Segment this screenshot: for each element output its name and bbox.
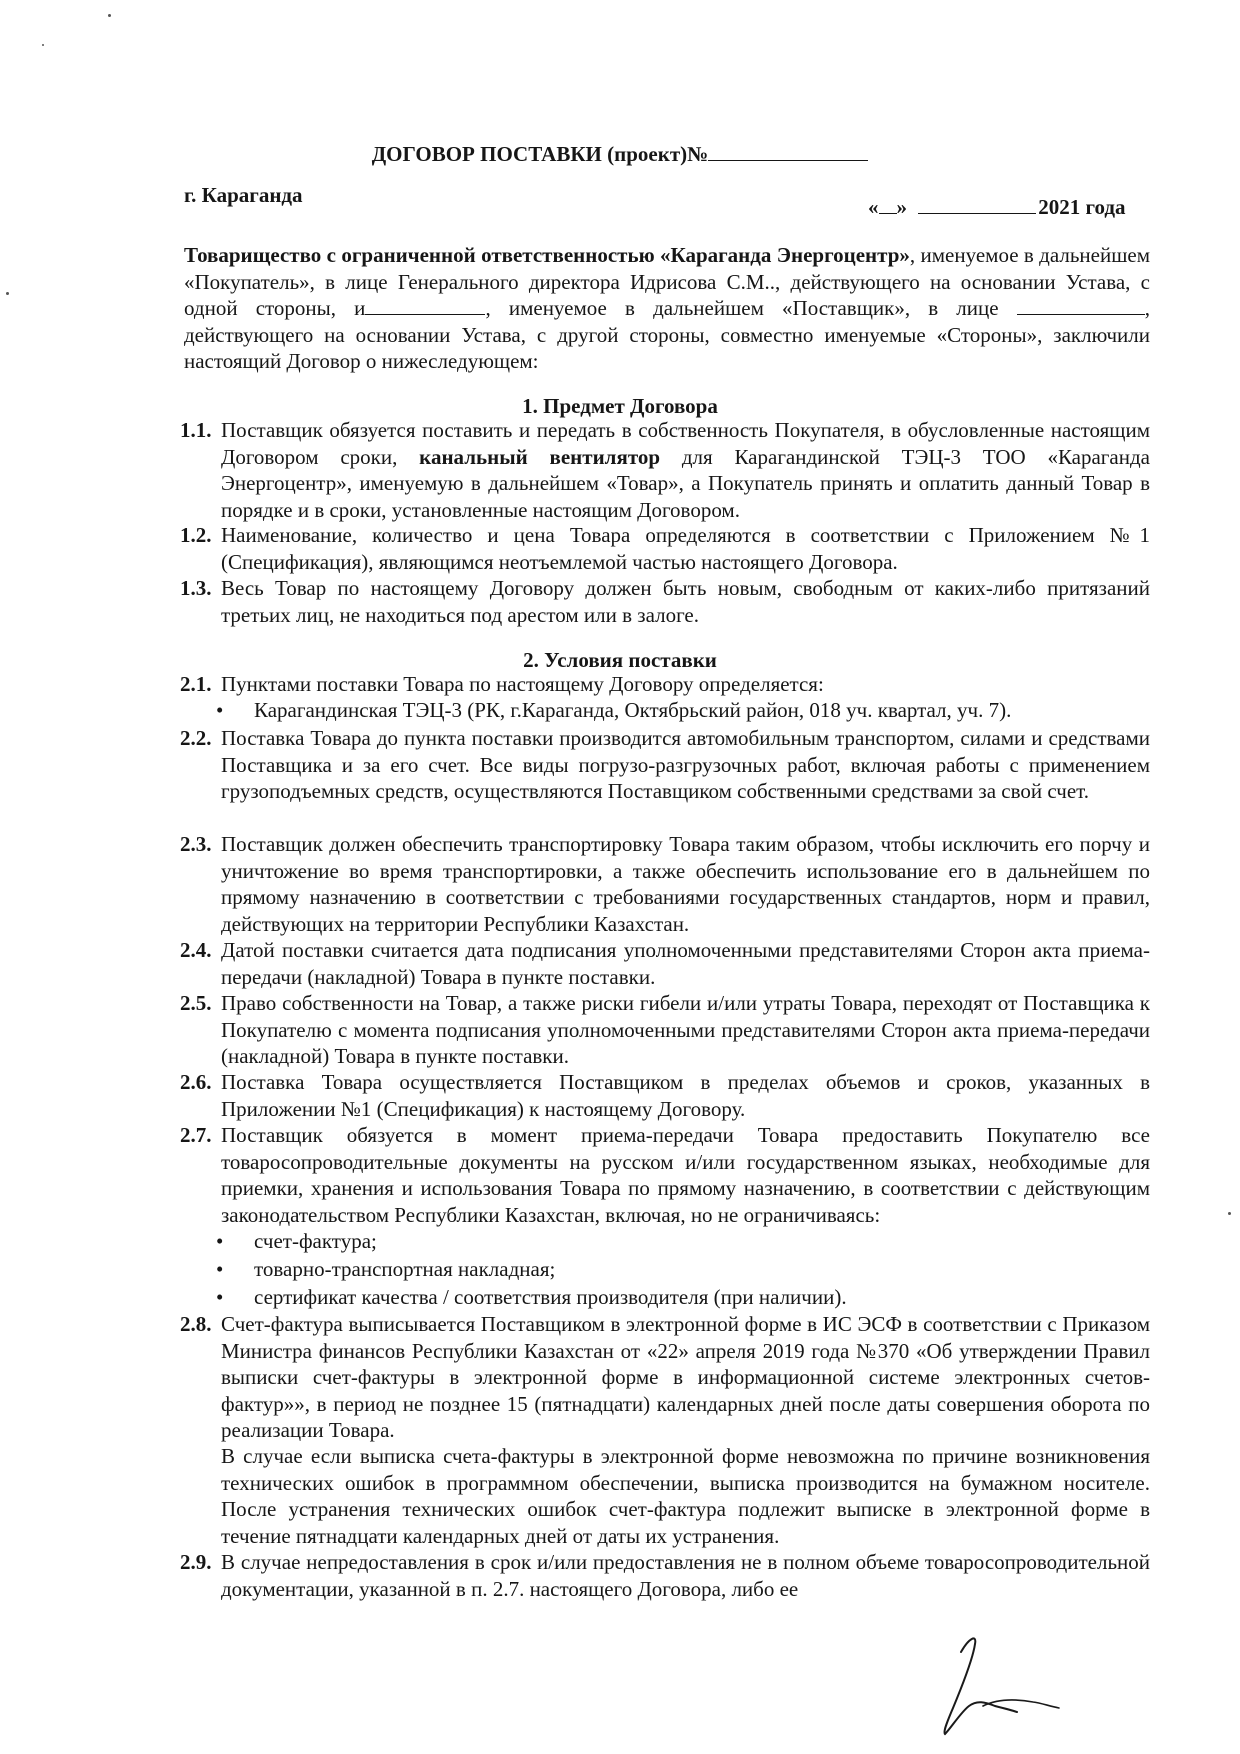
- clause-1-3: 1.3. Весь Товар по настоящему Договору должен быть новым, свободным от каких-либо притязаний третьих лиц, не находиться под арестом или в залоге.: [180, 576, 1150, 627]
- section-1-heading: 1. Предмет Договора: [522, 394, 718, 418]
- clause-2-9: 2.9. В случае непредоставления в срок и/или предоставления не в полном объеме товаросопроводительной документации, указанной в п. 2.7. настоящего Договора, либо ее: [180, 1550, 1150, 1601]
- list-item: • сертификат качества / соответствия производителя (при наличии).: [216, 1285, 847, 1309]
- list-item: • товарно-транспортная накладная;: [216, 1257, 556, 1281]
- preamble: Товарищество с ограниченной ответственностью «Караганда Энергоцентр», именуемое в дальнейшем «Покупатель», в лице Генерального директора Идрисова С.М.., действующего на основании Устава, с одной стороны, и , именуемое в дальнейшем «Поставщик», в лице , действующего на основании Устава, с другой стороны, совместно именуемые «Стороны», заключили настоящий Договор о нижеследующем:: [184, 243, 1150, 373]
- bullet-icon: •: [216, 1257, 224, 1281]
- month-blank: [918, 196, 1036, 214]
- clause-2-1: 2.1. Пунктами поставки Товара по настоящему Договору определяется:: [180, 672, 824, 696]
- clause-2-5: 2.5. Право собственности на Товар, а также риски гибели и/или утраты Товара, переходят от Поставщика к Покупателю с момента подписания уполномоченными представителями Сторон акта приема-передачи (накладной) Товара в пункте поставки.: [180, 991, 1150, 1068]
- clause-2-7: 2.7. Поставщик обязуется в момент приема-передачи Товара предоставить Покупателю все товаросопроводительные документы на русском и/или государственном языках, необходимые для приемки, хранения и использования Товара по прямому назначению, в соответствии с действующим законодательством Республики Казахстан, включая, но не ограничиваясь:: [180, 1123, 1150, 1227]
- clause-2-8: 2.8. Счет-фактура выписывается Поставщиком в электронной форме в ИС ЭСФ в соответствии с Приказом Министра финансов Республики Казахстан от «22» апреля 2019 года №370 «Об утверждении Правил выписки счет-фактуры в электронной форме в информационной системе электронных счетов-фактур»», в период не позднее 15 (пятнадцати) календарных дней после даты совершения оборота по реализации Товара.: [180, 1312, 1150, 1442]
- bullet-icon: •: [216, 698, 224, 722]
- document-title: ДОГОВОР ПОСТАВКИ (проект)№: [0, 141, 1240, 168]
- clause-2-4: 2.4. Датой поставки считается дата подписания уполномоченными представителями Сторон акта приема-передачи (накладной) Товара в пункте поставки.: [180, 938, 1150, 989]
- supplier-name-blank: [365, 297, 485, 315]
- clause-2-3: 2.3. Поставщик должен обеспечить транспортировку Товара таким образом, чтобы исключить его порчу и уничтожение во время транспортировки, а также обеспечить использование его в дальнейшем по прямому назначению в соответствии с требованиями государственных стандартов, норм и правил, действующих на территории Республики Казахстан.: [180, 832, 1150, 936]
- clause-2-2: 2.2. Поставка Товара до пункта поставки производится автомобильным транспортом, силами и средствами Поставщика и за его счет. Все виды погрузо-разгрузочных работ, включая работы с применением грузоподъемных средств, осуществляются Поставщиком собственными средствами за свой счет.: [180, 726, 1150, 803]
- clause-2-8-paragraph: В случае если выписка счета-фактуры в электронной форме невозможна по причине возникновения технических ошибок в программном обеспечении, выписка производится на бумажном носителе. После устранения технических ошибок счет-фактура подлежит выписке в электронной форме в течение пятнадцати календарных дней от даты их устранения.: [221, 1444, 1150, 1548]
- bullet-icon: •: [216, 1285, 224, 1309]
- clause-1-2: 1.2. Наименование, количество и цена Товара определяются в соответствии с Приложением №1 (Спецификация), являющимся неотъемлемой частью настоящего Договора.: [180, 523, 1150, 574]
- clause-2-6: 2.6. Поставка Товара осуществляется Поставщиком в пределах объемов и сроков, указанных в Приложении №1 (Спецификация) к настоящему Договору.: [180, 1070, 1150, 1121]
- contract-number-blank: [708, 142, 868, 161]
- list-item: • счет-фактура;: [216, 1229, 377, 1253]
- section-2-heading: 2. Условия поставки: [523, 648, 717, 672]
- day-blank: [879, 196, 897, 214]
- city: г. Караганда: [184, 183, 303, 207]
- signature-mark: [925, 1628, 1065, 1738]
- bullet-icon: •: [216, 1229, 224, 1253]
- clause-1-1: 1.1. Поставщик обязуется поставить и передать в собственность Покупателя, в обусловленные настоящим Договором сроки, канальный вентилятор для Карагандинской ТЭЦ-3 ТОО «Караганда Энергоцентр», именуемую в дальнейшем «Товар», а Покупатель принять и оплатить данный Товар в порядке и в сроки, установленные настоящим Договором.: [180, 418, 1150, 522]
- clause-2-1-bullet: • Карагандинская ТЭЦ-3 (РК, г.Караганда, Октябрьский район, 018 уч. квартал, уч. 7).: [216, 698, 1012, 722]
- contract-date: « » 2021 года: [868, 195, 1126, 219]
- supplier-rep-blank: [1017, 297, 1145, 315]
